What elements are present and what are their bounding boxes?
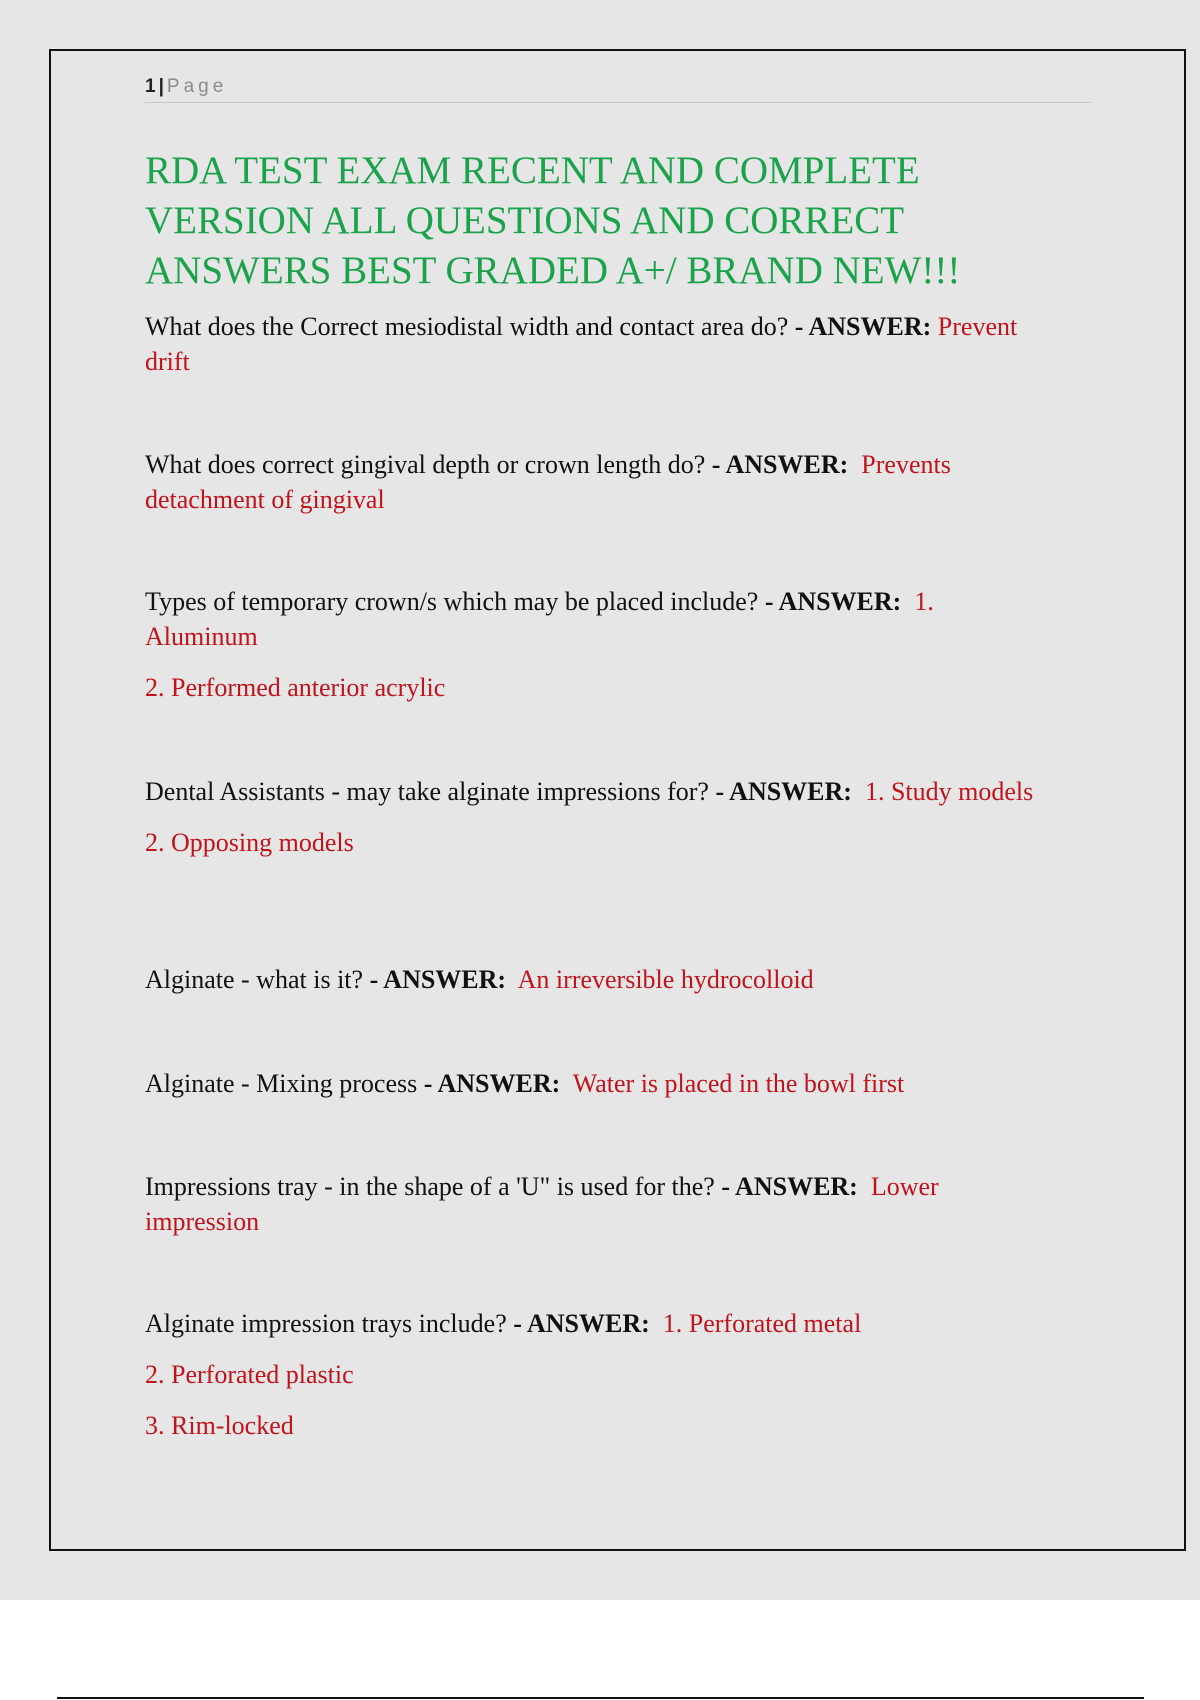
page-label: Page	[166, 76, 228, 97]
answer-label: - ANSWER:	[794, 312, 932, 341]
qa-item	[145, 584, 1045, 705]
question-text: What does correct gingival depth or crown length do?	[145, 450, 706, 479]
answer-label: - ANSWER:	[764, 587, 902, 616]
page-number: 1	[145, 76, 156, 97]
qa-line	[145, 962, 1045, 997]
answer-text: An irreversible hydrocolloid	[517, 965, 814, 994]
answer-label: - ANSWER:	[423, 1069, 561, 1098]
qa-line	[145, 774, 1045, 809]
header-separator: |	[158, 76, 164, 97]
answer-text: Prevents detachment of gingival	[145, 450, 951, 514]
question-text: Alginate impression trays include?	[145, 1309, 507, 1338]
answer-label: - ANSWER:	[711, 450, 849, 479]
qa-item	[145, 447, 1045, 517]
qa-item	[145, 962, 1045, 997]
answer-label: - ANSWER:	[369, 965, 507, 994]
question-text: Dental Assistants - may take alginate impressions for?	[145, 777, 709, 806]
answer-label: - ANSWER:	[715, 777, 852, 806]
qa-item	[145, 1169, 1045, 1239]
answer-text: 1. Perforated metal	[662, 1309, 862, 1338]
answer-extra: 2. Performed anterior acrylic	[145, 673, 446, 702]
page-header	[145, 72, 1091, 103]
qa-line	[145, 1169, 1045, 1239]
question-text: Types of temporary crown/s which may be placed include?	[145, 587, 759, 616]
answer-label: - ANSWER:	[721, 1172, 858, 1201]
qa-line	[145, 309, 1045, 379]
qa-item	[145, 774, 1045, 860]
answer-extra: 2. Perforated plastic	[145, 1360, 354, 1389]
qa-item	[145, 309, 1045, 379]
next-page-edge	[57, 1697, 1144, 1699]
answer-text: 1. Study models	[864, 777, 1034, 806]
answer-label: - ANSWER:	[513, 1309, 650, 1338]
qa-line	[145, 1066, 1045, 1101]
question-text: Alginate - Mixing process	[145, 1069, 418, 1098]
question-text: What does the Correct mesiodistal width and contact area do?	[145, 312, 789, 341]
answer-extra: 2. Opposing models	[145, 828, 354, 857]
document-title: RDA TEST EXAM RECENT AND COMPLETE VERSION ALL QUESTIONS AND CORRECT ANSWERS BEST GRADED A+/ BRAND NEW!!!	[145, 149, 961, 292]
answer-text: 1. Aluminum	[145, 587, 934, 651]
qa-line	[145, 584, 1045, 654]
answer-extra: 3. Rim-locked	[145, 1411, 294, 1440]
qa-line	[145, 447, 1045, 517]
answer-text: Water is placed in the bowl first	[572, 1069, 905, 1098]
qa-line	[145, 1306, 1045, 1341]
question-text: Alginate - what is it?	[145, 965, 364, 994]
qa-item	[145, 1306, 1045, 1443]
qa-item	[145, 1066, 1045, 1101]
answer-text: Prevent drift	[145, 312, 1018, 376]
question-text: Impressions tray - in the shape of a 'U" is used for the?	[145, 1172, 715, 1201]
answer-text: Lower impression	[145, 1172, 939, 1236]
